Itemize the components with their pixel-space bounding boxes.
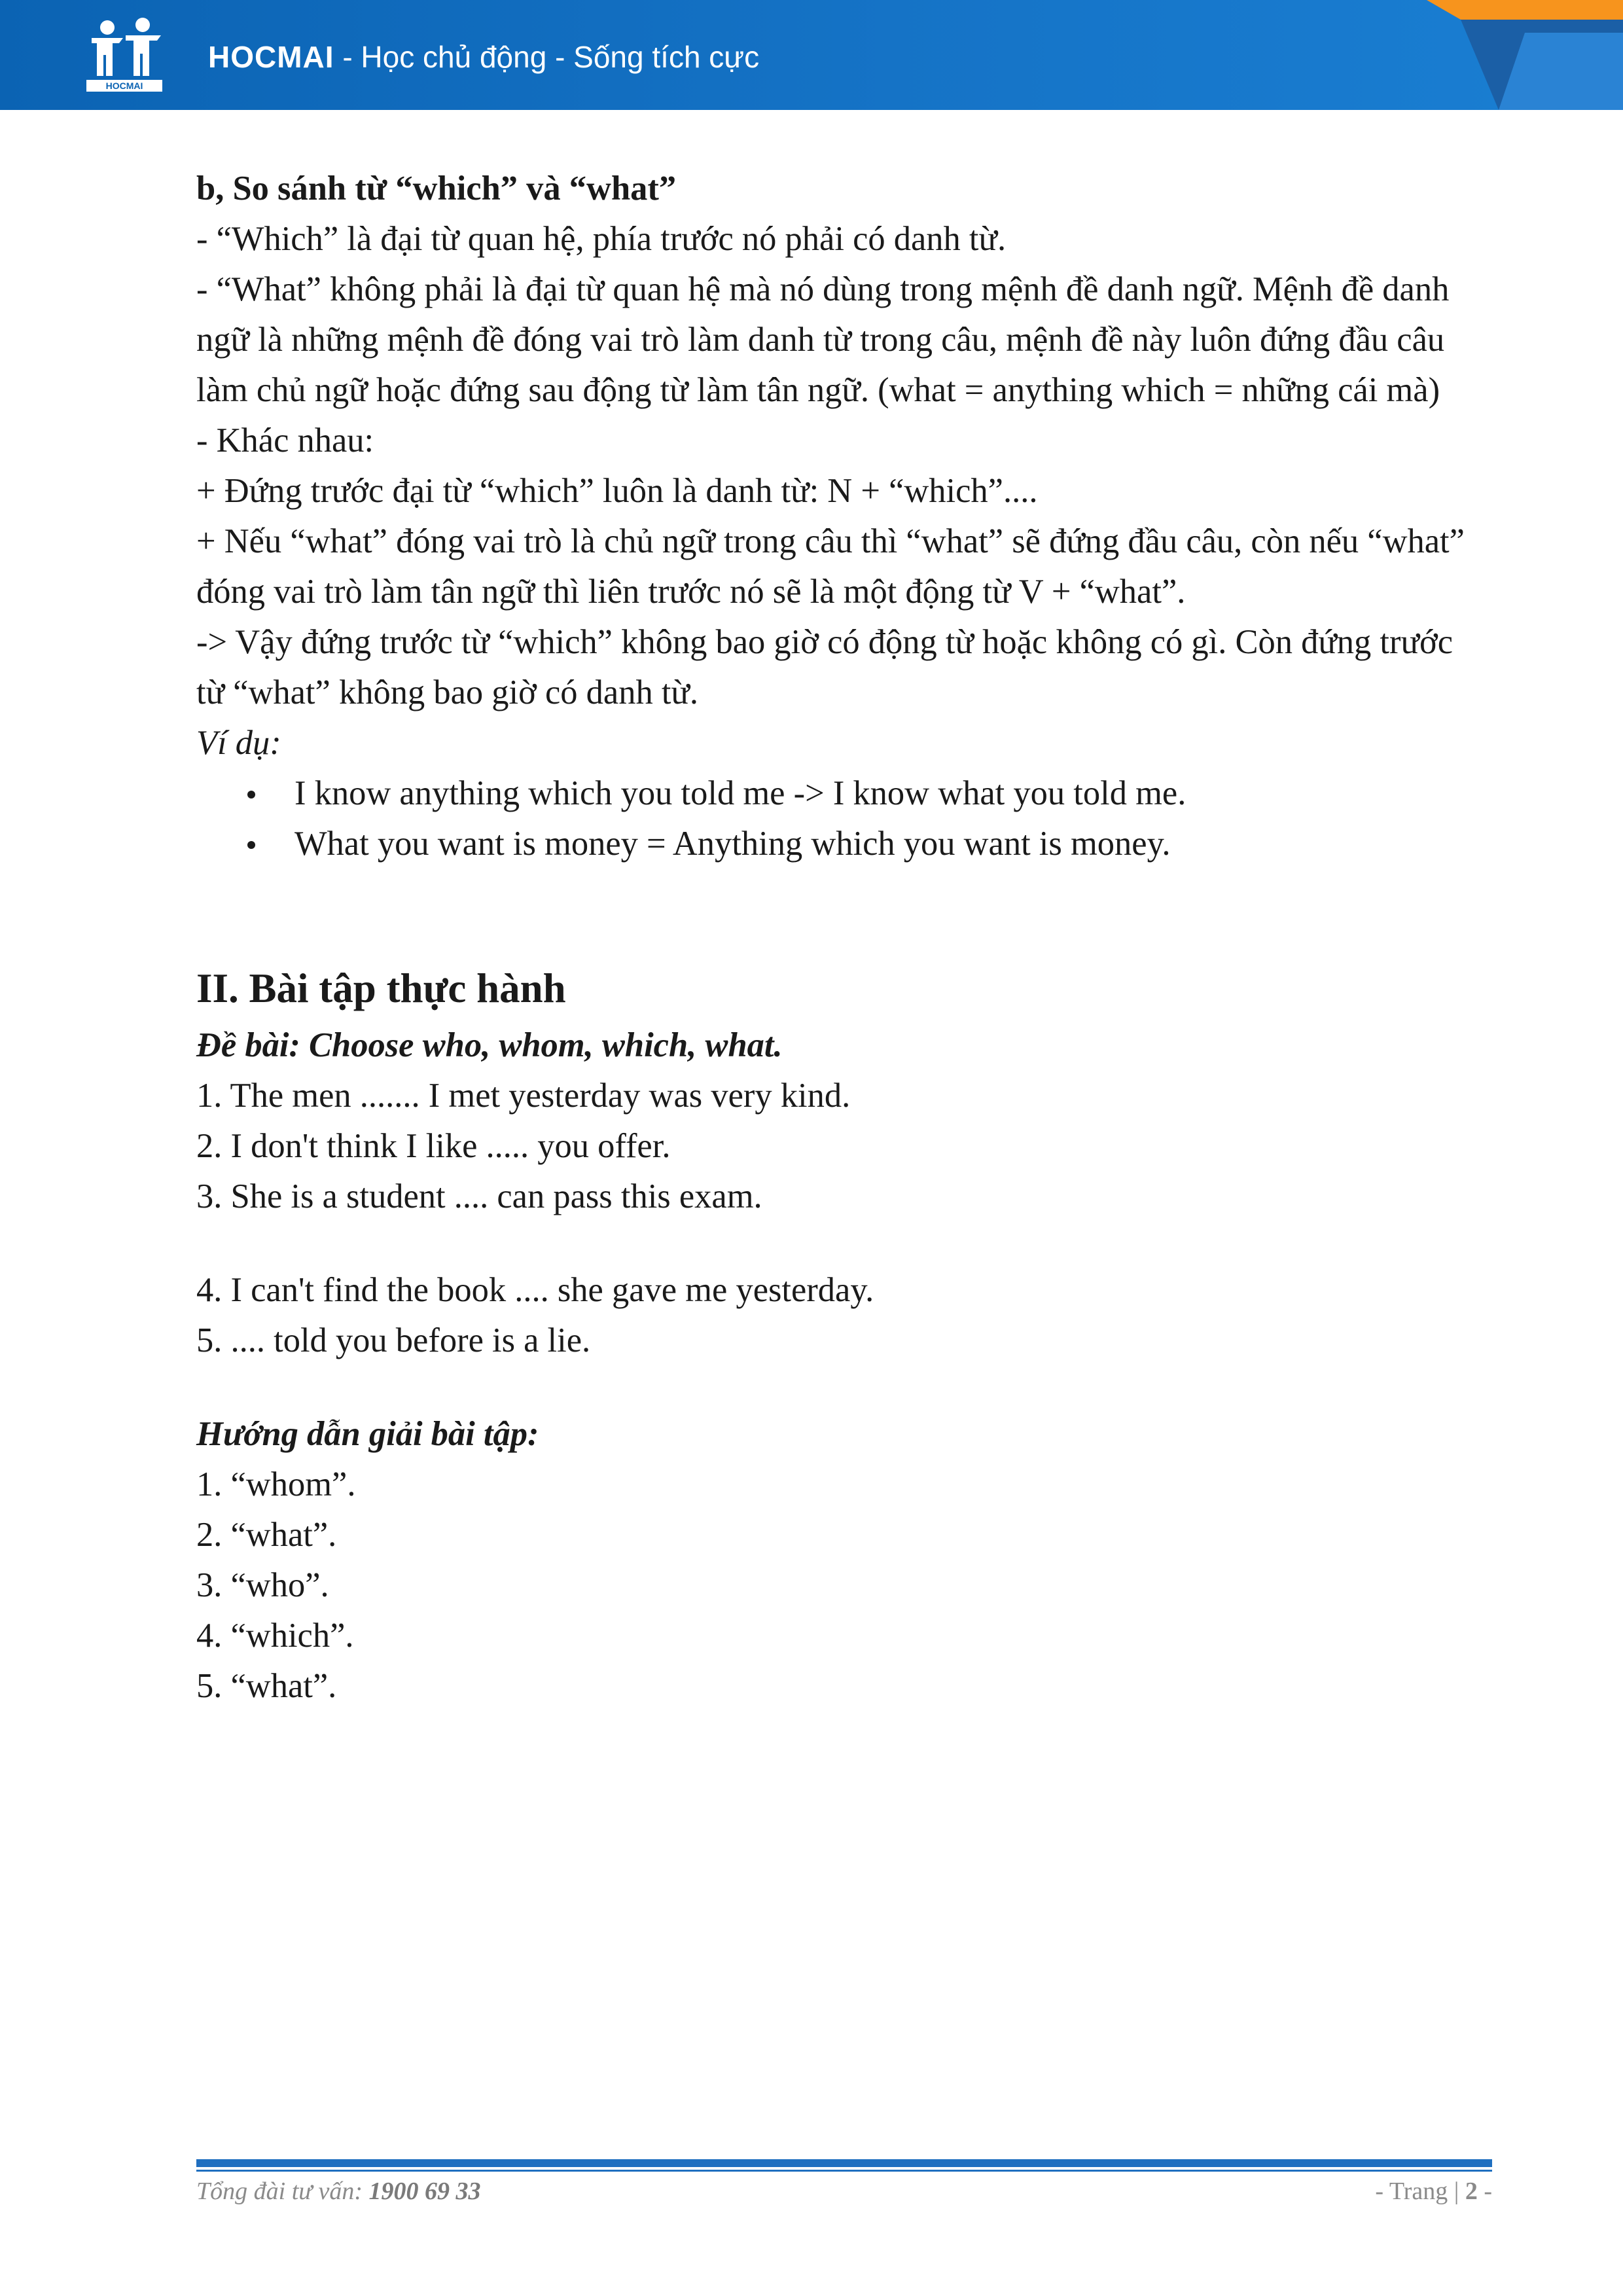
practice-title: II. Bài tập thực hành: [196, 965, 566, 1011]
example-item: I know anything which you told me -> I know what you told me.: [196, 768, 1472, 819]
page-prefix: - Trang |: [1375, 2178, 1465, 2205]
footer-page-indicator: [1375, 2177, 1492, 2206]
page-content: [196, 164, 1472, 1712]
question-spacer: [196, 1222, 1472, 1265]
footer-rule-thin: [196, 2170, 1492, 2172]
question-item: 3. She is a student .... can pass this exam.: [196, 1177, 762, 1215]
answer-item: 3. “who”.: [196, 1566, 329, 1604]
footer-rule: [196, 2159, 1492, 2167]
answer-item: 2. “what”.: [196, 1516, 337, 1554]
practice-prompt: Đề bài: Choose who, whom, which, what.: [196, 1026, 783, 1064]
theory-line: + Đứng trước đại từ “which” luôn là danh từ: N + “which”....: [196, 472, 1038, 510]
answers-title: Hướng dẫn giải bài tập:: [196, 1415, 539, 1453]
brand-name: HOCMAI: [208, 40, 334, 74]
brand-slogan: - Học chủ động - Sống tích cực: [334, 40, 760, 74]
page-suffix: -: [1477, 2178, 1492, 2205]
question-item: 5. .... told you before is a lie.: [196, 1321, 591, 1359]
example-list: [196, 768, 1472, 869]
page-number: 2: [1465, 2178, 1478, 2205]
theory-line: - Khác nhau:: [196, 422, 374, 459]
hotline-label: Tổng đài tư vấn:: [196, 2178, 369, 2205]
footer-hotline: [196, 2177, 481, 2206]
theory-line: - “Which” là đại từ quan hệ, phía trước nó phải có danh từ.: [196, 220, 1007, 258]
answer-item: 4. “which”.: [196, 1617, 354, 1655]
logo-wordmark: HOCMAI: [105, 81, 143, 91]
theory-heading: b, So sánh từ “which” và “what”: [196, 170, 677, 207]
theory-line: + Nếu “what” đóng vai trò là chủ ngữ trong câu thì “what” sẽ đứng đầu câu, còn nếu “what” đóng vai trò làm tân ngữ thì liên trước nó sẽ là một động từ V + “what”.: [196, 522, 1465, 611]
answer-item: 5. “what”.: [196, 1667, 337, 1705]
theory-line: - “What” không phải là đại từ quan hệ mà nó dùng trong mệnh đề danh ngữ. Mệnh đề danh ngữ là những mệnh đề đóng vai trò làm danh từ trong câu, mệnh đề này luôn đứng đầu câu làm chủ ngữ hoặc đứng sau động từ làm tân ngữ. (what = anything which = những cái mà): [196, 270, 1450, 409]
header-banner: [0, 0, 1623, 110]
question-item: 2. I don't think I like ..... you offer.: [196, 1127, 671, 1165]
hotline-number: 1900 69 33: [368, 2178, 481, 2205]
hocmai-logo-icon: [82, 16, 166, 93]
question-item: 1. The men ....... I met yesterday was very kind.: [196, 1077, 851, 1115]
theory-line: -> Vậy đứng trước từ “which” không bao giờ có động từ hoặc không có gì. Còn đứng trước từ “what” không bao giờ có danh từ.: [196, 623, 1454, 711]
answers-spacer: [196, 1366, 1472, 1409]
example-item: What you want is money = Anything which you want is money.: [196, 819, 1472, 869]
section-spacer: [196, 869, 1472, 959]
example-label: Ví dụ:: [196, 724, 281, 762]
answer-item: 1. “whom”.: [196, 1465, 356, 1503]
brand-title: [208, 39, 759, 75]
question-item: 4. I can't find the book .... she gave me yesterday.: [196, 1271, 874, 1309]
